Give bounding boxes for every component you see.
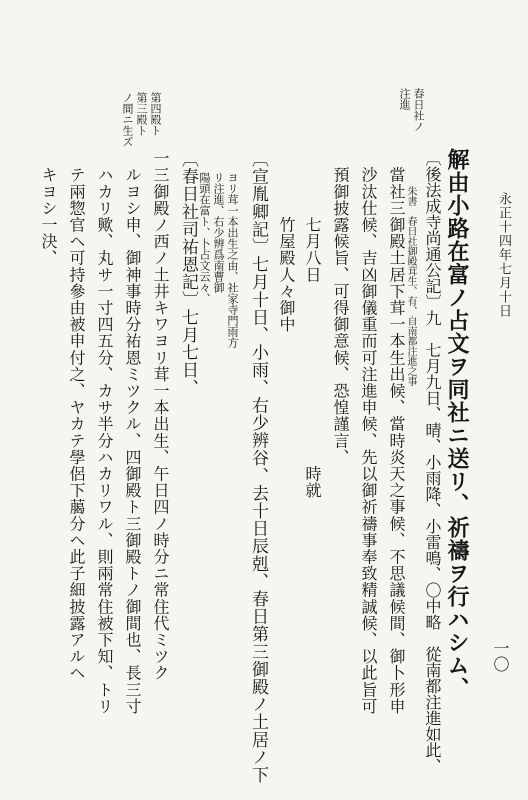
page-number: 一〇 xyxy=(491,640,510,672)
margin-note: 春日社ノ xyxy=(412,88,425,132)
section-line: 〔春日社司祐恩記〕七月七日、 xyxy=(178,150,198,397)
section-line: 預御披露候旨、可得御意候、恐惶謹言、 xyxy=(331,150,350,466)
annotation: 朱書 春日社御殿茸生、有、自南都注進之事 xyxy=(405,186,416,386)
margin-note: 第四殿ト xyxy=(149,92,162,136)
section-line: リ注進、右少辨爲南曹御 xyxy=(212,150,225,293)
header-date: 永正十四年七月十日 xyxy=(496,192,511,318)
section-line: 沙汰仕候、吉凶御儀重而可注進申候、先以御祈禱事奉致精誠候、以此旨可 xyxy=(359,150,378,715)
section-line: キヨシ一決、 xyxy=(39,150,58,267)
margin-note: 注進 xyxy=(398,88,411,110)
entry-title: 解由小路在富ノ占文ヲ同社ニ送リ、祈禱ヲ行ハシム、 xyxy=(444,148,470,700)
section-line: ルヨシ申、御神事時分祐恩ミツクル、四御殿ト三御殿トノ御間也、長三寸 xyxy=(123,150,142,715)
section-line: 竹屋殿人々御中 xyxy=(277,150,296,333)
section-line: 七月八日 時就 xyxy=(303,150,322,499)
section-line: 〔宣胤卿記〕七月十日、小雨、右少辨谷、去十日辰剋、春日第三御殿ノ土居ノ下 xyxy=(248,150,268,784)
section-line: ヨリ茸一本出生之由、社家寺門雨方 xyxy=(226,150,239,348)
section-line: 陽頭在富ト、卜占文云々、 xyxy=(198,150,211,304)
section-line: 一三御殿ノ西ノ土井キワヨリ茸一本出生、午日四ノ時分ニ常住代ミツク xyxy=(151,150,170,682)
section-line: ハカリ歟、丸サ一寸四五分、カサ半分ハカリワル、則兩常住被下知、トリ xyxy=(95,150,114,715)
margin-note: 第三殿ト xyxy=(135,92,148,136)
section-line: 當社三御殿土居下茸一本生出候、當時炎天之事候、不思議候間、御卜形申 xyxy=(387,150,406,715)
section-line: テ兩惣官ヘ可持參由被申付之、ヤカテ學侶下﨟分ヘ此子細披露アルヘ xyxy=(67,150,86,682)
margin-note: ノ間ニ生ズ xyxy=(121,92,134,147)
section-line: 〔後法成寺尚通公記〕九 七月九日、晴、小雨降、小雷鳴、〇中略 從南都注進如此、 xyxy=(423,150,442,774)
